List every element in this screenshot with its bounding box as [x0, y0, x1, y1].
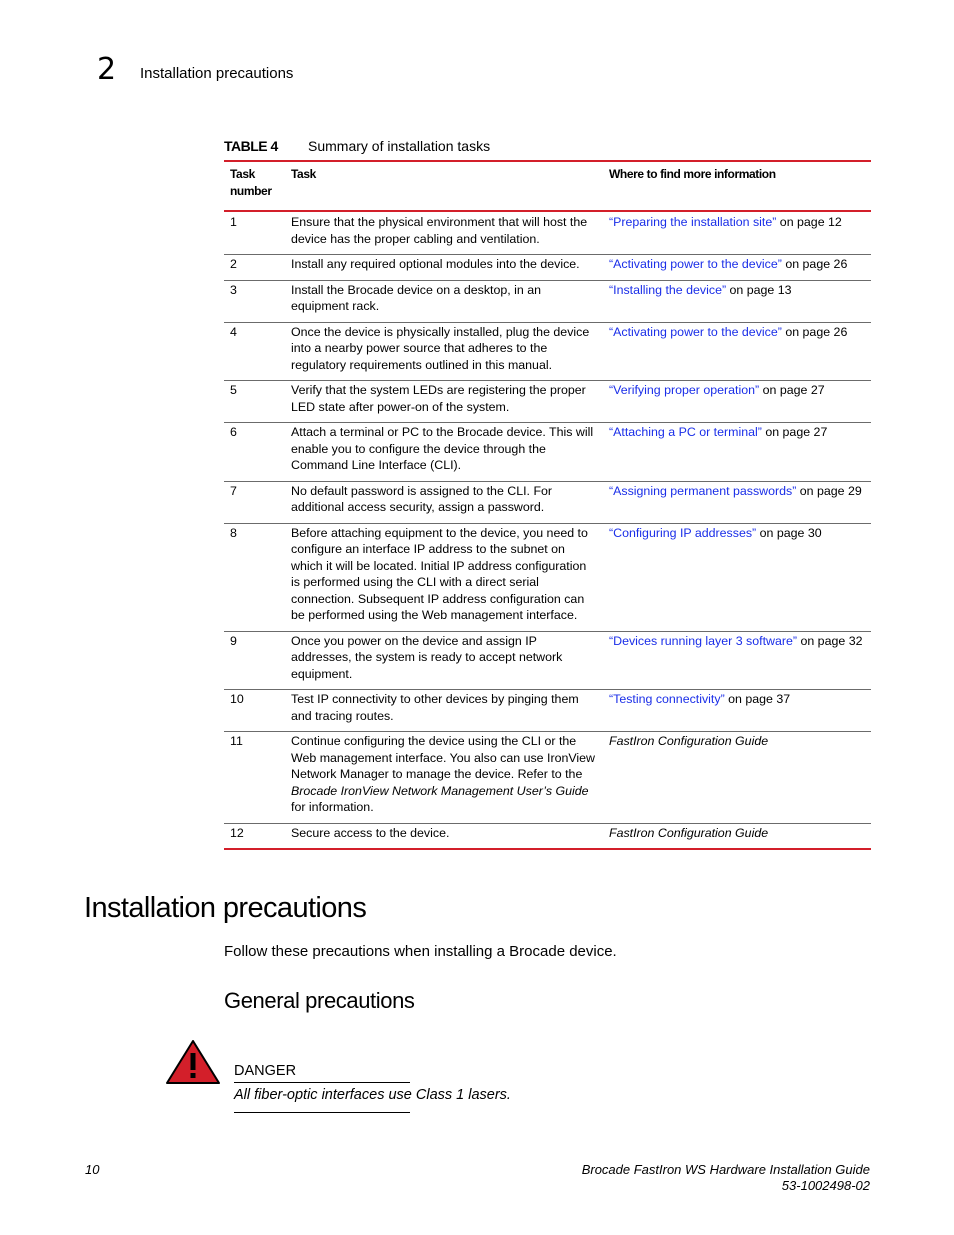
page-reference: on page 27	[761, 425, 828, 439]
cross-reference-link[interactable]: “Devices running layer 3 software”	[609, 633, 798, 648]
danger-text: All fiber-optic interfaces use Class 1 lasers.	[234, 1087, 410, 1113]
more-info	[603, 280, 871, 322]
table-row	[224, 280, 871, 322]
task-number: 12	[224, 823, 285, 849]
doc-number: 53-1002498-02	[781, 1178, 870, 1193]
task-number: 9	[224, 631, 285, 690]
table-title: Summary of installation tasks	[308, 138, 491, 154]
chapter-number: 2	[97, 52, 117, 87]
task-number: 4	[224, 322, 285, 381]
cross-reference-link[interactable]: “Activating power to the device”	[609, 257, 782, 271]
table-header-row	[224, 161, 871, 211]
page-reference: on page 12	[776, 215, 842, 229]
page-reference: on page 32	[797, 633, 863, 648]
more-info	[603, 255, 871, 281]
task-number: 5	[224, 381, 285, 423]
task-description: Verify that the system LEDs are registering the proper LED state after power-on of the system.	[285, 381, 603, 423]
cross-reference-link[interactable]: “Attaching a PC or terminal”	[609, 425, 762, 439]
task-description: No default password is assigned to the CLI. For additional access security, assign a password.	[285, 481, 603, 523]
more-info	[603, 823, 871, 849]
page-reference: on page 26	[781, 324, 848, 339]
table-row	[224, 631, 871, 690]
cross-reference-link[interactable]: “Configuring IP addresses”	[609, 525, 757, 540]
task-description: Secure access to the device.	[285, 823, 603, 849]
task-description: Before attaching equipment to the device, you need to configure an interface IP address to the subnet on which it will be located. Initial IP address configuration is performed using the CLI with a direct serial connection. Subsequent IP address configuration can be performed using the Web management interface.	[285, 523, 603, 631]
cross-reference-link[interactable]: “Preparing the installation site”	[609, 215, 777, 229]
danger-icon	[165, 1039, 221, 1085]
page-reference: on page 29	[796, 483, 862, 498]
section-title: Installation precautions	[84, 892, 367, 924]
task-number: 10	[224, 690, 285, 732]
task-description: Continue configuring the device using the CLI or the Web management interface. You also can use IronView Network Manager to manage the device. Refer to the Brocade IronView Network Management User’s Guide for information.	[285, 732, 603, 824]
more-info	[603, 211, 871, 255]
more-info	[603, 523, 871, 631]
task-description: Attach a terminal or PC to the Brocade device. This will enable you to configure the device through the Command Line Interface (CLI).	[285, 423, 603, 482]
cross-reference-link[interactable]: “Testing connectivity”	[609, 692, 725, 706]
task-description: Test IP connectivity to other devices by pinging them and tracing routes.	[285, 690, 603, 732]
page-reference: on page 30	[756, 525, 822, 540]
page-reference: on page 13	[726, 282, 792, 297]
header-task: Task	[285, 161, 603, 211]
task-number: 1	[224, 211, 285, 255]
task-number: 7	[224, 481, 285, 523]
danger-label: DANGER	[234, 1063, 410, 1083]
more-info	[603, 690, 871, 732]
task-description: Install the Brocade device on a desktop, in an equipment rack.	[285, 280, 603, 322]
task-number: 6	[224, 423, 285, 482]
more-info	[603, 732, 871, 824]
table-row	[224, 381, 871, 423]
guide-reference: FastIron Configuration Guide	[609, 734, 769, 748]
task-description: Once you power on the device and assign IP addresses, the system is ready to accept network equipment.	[285, 631, 603, 690]
table-row	[224, 823, 871, 849]
table-row	[224, 481, 871, 523]
table-caption	[224, 138, 490, 154]
footer-doc-info	[582, 1162, 870, 1194]
more-info	[603, 481, 871, 523]
page-number: 10	[85, 1162, 100, 1177]
chapter-title: Installation precautions	[140, 65, 294, 82]
cross-reference-link[interactable]: “Activating power to the device”	[609, 324, 782, 339]
more-info	[603, 322, 871, 381]
table-row	[224, 732, 871, 824]
header-more-info: Where to find more information	[603, 161, 871, 211]
task-number: 8	[224, 523, 285, 631]
table-row	[224, 523, 871, 631]
more-info	[603, 631, 871, 690]
task-number: 2	[224, 255, 285, 281]
task-description: Once the device is physically installed, plug the device into a nearby power source that adheres to the regulatory requirements outlined in this manual.	[285, 322, 603, 381]
cross-reference-link[interactable]: “Verifying proper operation”	[609, 383, 760, 397]
installation-tasks-table	[224, 160, 871, 850]
cross-reference-link[interactable]: “Assigning permanent passwords”	[609, 483, 797, 498]
more-info	[603, 423, 871, 482]
cross-reference-link[interactable]: “Installing the device”	[609, 282, 727, 297]
table-row	[224, 690, 871, 732]
task-description: Install any required optional modules into the device.	[285, 255, 603, 281]
table-row	[224, 423, 871, 482]
table-label: TABLE 4	[224, 138, 278, 154]
page-reference: on page 26	[781, 257, 848, 271]
doc-title: Brocade FastIron WS Hardware Installation Guide	[581, 1162, 870, 1177]
table-row	[224, 255, 871, 281]
header-task-number: Task number	[224, 161, 285, 211]
table-row	[224, 211, 871, 255]
page-reference: on page 27	[759, 383, 825, 397]
section-intro: Follow these precautions when installing a Brocade device.	[224, 943, 617, 960]
guide-reference: FastIron Configuration Guide	[609, 825, 769, 840]
page-reference: on page 37	[724, 692, 791, 706]
subsection-title: General precautions	[224, 988, 415, 1013]
more-info	[603, 381, 871, 423]
task-description: Ensure that the physical environment that will host the device has the proper cabling and ventilation.	[285, 211, 603, 255]
table-row	[224, 322, 871, 381]
task-number: 3	[224, 280, 285, 322]
task-number: 11	[224, 732, 285, 824]
